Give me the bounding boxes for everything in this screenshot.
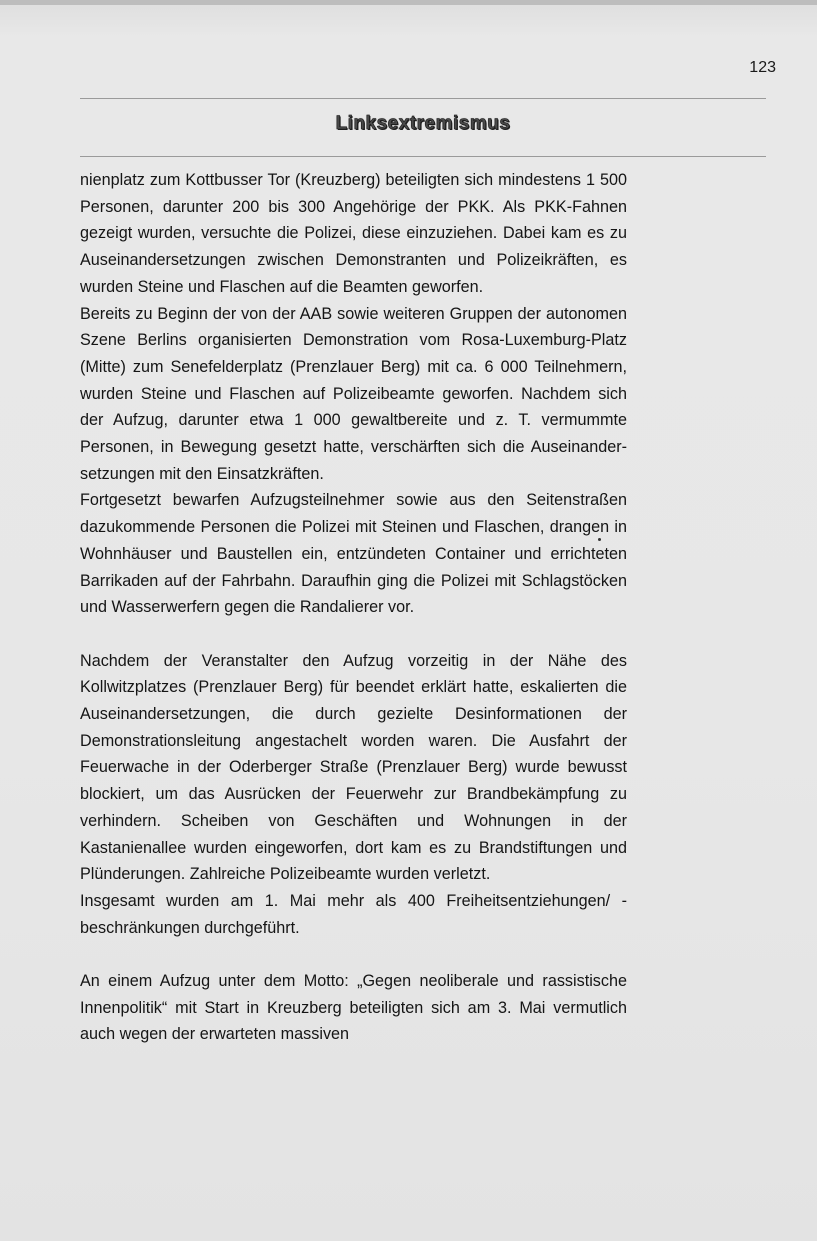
paragraph: Insgesamt wurden am 1. Mai mehr als 400 Freiheitsentziehungen/ -beschränkungen durchgeführt.: [80, 891, 627, 937]
paragraph: Bereits zu Beginn der von der AAB sowie weiteren Gruppen der autonomen Szene Berlins organisierten Demonstration vom Rosa-Luxemburg-Platz (Mitte) zum Senefelderplatz (Prenzlauer Berg) mit ca. 6 000 Teilnehmern, wurden Steine und Flaschen auf Polizeibeamte geworfen. Nachdem sich der Aufzug, darunter etwa 1 000 gewaltbereite und z. T. vermummte Personen, in Bewegung gesetzt hatte, verschärften sich die Auseinandersetzungen mit den Einsatzkräften.: [80, 304, 627, 483]
header-rule-top: [80, 98, 766, 99]
paragraph: Fortgesetzt bewarfen Aufzugsteilnehmer sowie aus den Seitenstraßen dazukommende Personen die Polizei mit Steinen und Flaschen, drangen in Wohnhäuser und Baustellen ein, entzündeten Container und errichteten Barrikaden auf der Fahrbahn. Daraufhin ging die Polizei mit Schlagstöcken und Wasserwerfern gegen die Randalierer vor.: [80, 491, 627, 617]
header-rule-bottom: [80, 156, 766, 157]
body-text: [80, 167, 627, 1048]
scan-speck: [598, 538, 601, 541]
paragraph: Nachdem der Veranstalter den Aufzug vorzeitig in der Nähe des Kollwitzplatzes (Prenzlauer Berg) für beendet erklärt hatte, eskalierten die Auseinandersetzungen, die durch gezielte Desinformationen der Demonstrationsleitung angestachelt worden waren. Die Ausfahrt der Feuerwache in der Oderberger Straße (Prenzlauer Berg) wurde bewusst blockiert, um das Ausrücken der Feuerwehr zur Brandbekämpfung zu verhindern. Scheiben von Geschäften und Wohnungen in der Kastanienallee wurden eingeworfen, dort kam es zu Brandstiftungen und Plünderungen. Zahlreiche Polizeibeamte wurden verletzt.: [80, 651, 627, 884]
page-number: 123: [749, 59, 776, 76]
page-top-edge: [0, 0, 817, 5]
paragraph: nienplatz zum Kottbusser Tor (Kreuzberg) beteiligten sich mindestens 1 500 Personen, darunter 200 bis 300 Angehörige der PKK. Als PKK-Fahnen gezeigt wurden, versuchte die Polizei, diese einzuziehen. Dabei kam es zu Auseinandersetzungen zwischen Demonstranten und Polizeikräften, es wurden Steine und Flaschen auf die Beamten geworfen.: [80, 171, 627, 296]
running-title: Linksextremismus: [335, 113, 511, 134]
paragraph: An einem Aufzug unter dem Motto: „Gegen neoliberale und rassistische Innenpolitik“ mit Start in Kreuzberg beteiligten sich am 3. Mai vermutlich auch wegen der erwarteten massiven: [80, 972, 627, 1044]
